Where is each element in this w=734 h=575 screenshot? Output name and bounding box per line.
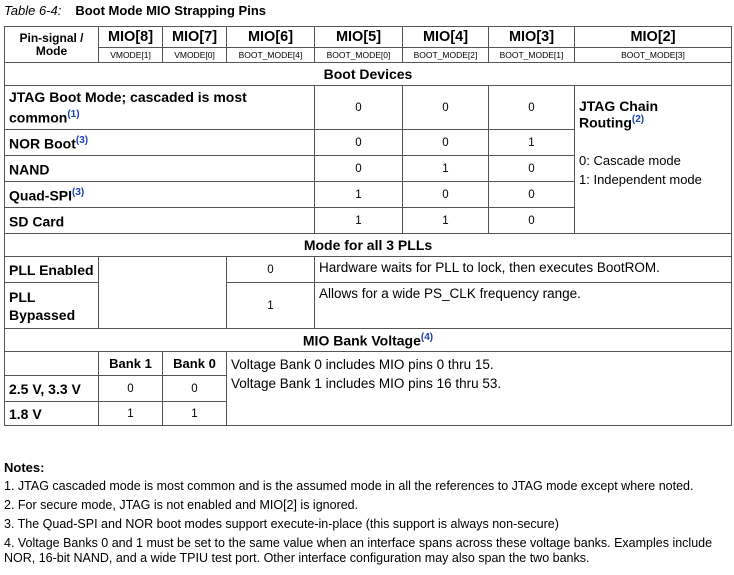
header-signal: BOOT_MODE[0]: [315, 48, 403, 63]
header-signal: BOOT_MODE[4]: [227, 48, 315, 63]
boot-value: 0: [489, 156, 575, 182]
header-mio: MIO[6]: [227, 27, 315, 48]
jtag-option-cascade: 0: Cascade mode: [579, 152, 681, 168]
bank-value: 1: [99, 402, 163, 426]
pll-description: Hardware waits for PLL to lock, then executes BootROM.: [315, 257, 732, 283]
header-mio: MIO[4]: [403, 27, 489, 48]
strapping-table: [4, 26, 732, 426]
bank-row-label: 2.5 V, 3.3 V: [5, 376, 99, 402]
boot-value: 0: [315, 130, 403, 156]
header-mio: MIO[2]: [575, 27, 732, 48]
table-caption: [4, 3, 266, 18]
bank-0-header: Bank 0: [163, 352, 227, 376]
bank-description: Voltage Bank 0 includes MIO pins 0 thru 15. Voltage Bank 1 includes MIO pins 16 thru 53.: [227, 352, 732, 426]
note-item: 3. The Quad-SPI and NOR boot modes support execute-in-place (this support is always non-secure): [4, 517, 559, 531]
note-item: 2. For secure mode, JTAG is not enabled and MIO[2] is ignored.: [4, 498, 359, 512]
header-mio: MIO[3]: [489, 27, 575, 48]
pll-value: 1: [227, 283, 315, 329]
header-signal: BOOT_MODE[3]: [575, 48, 732, 63]
section-boot-devices: Boot Devices: [5, 63, 732, 86]
boot-value: 0: [489, 86, 575, 130]
boot-value: 0: [489, 208, 575, 234]
jtag-chain-routing: JTAG Chain Routing$^{(2)}$ 0: Cascade mode 1: Independent mode: [575, 86, 732, 234]
bank-value: 0: [99, 376, 163, 402]
bank-1-header: Bank 1: [99, 352, 163, 376]
boot-value: 1: [315, 208, 403, 234]
header-mio: MIO[7]: [163, 27, 227, 48]
boot-row-label: Quad-SPI$^{(3)}$: [5, 182, 315, 208]
header-signal: VMODE[1]: [99, 48, 163, 63]
boot-value: 1: [403, 208, 489, 234]
header-pin-signal: Pin-signal / Mode: [5, 27, 99, 63]
pll-row-label: PLL Enabled: [5, 257, 99, 283]
boot-value: 0: [403, 182, 489, 208]
bank-blank-cell: [5, 352, 99, 376]
pll-blank-cell: [99, 257, 227, 329]
boot-value: 0: [315, 86, 403, 130]
section-mio-bank-voltage: MIO Bank Voltage$^{(4)}$: [5, 329, 732, 352]
pll-description: Allows for a wide PS_CLK frequency range.: [315, 283, 732, 329]
header-signal: VMODE[0]: [163, 48, 227, 63]
bank-value: 0: [163, 376, 227, 402]
boot-value: 0: [489, 182, 575, 208]
boot-row-label: JTAG Boot Mode; cascaded is most common$^{(1)}$: [5, 86, 315, 130]
boot-value: 0: [315, 156, 403, 182]
boot-value: 1: [315, 182, 403, 208]
pll-row-label: PLL Bypassed: [5, 283, 99, 329]
boot-row-label: SD Card: [5, 208, 315, 234]
section-pll: Mode for all 3 PLLs: [5, 234, 732, 257]
boot-value: 1: [403, 156, 489, 182]
notes: [4, 460, 732, 570]
header-signal: BOOT_MODE[1]: [489, 48, 575, 63]
boot-row-label: NOR Boot$^{(3)}$: [5, 130, 315, 156]
jtag-option-independent: 1: Independent mode: [579, 171, 702, 187]
note-item: 4. Voltage Banks 0 and 1 must be set to the same value when an interface spans across these voltage banks. Examples include NOR, 16-bit NAND, and a wide TPIU test port. Other interface configuration may also span the two banks.: [4, 536, 713, 565]
bank-row-label: 1.8 V: [5, 402, 99, 426]
caption-title: Boot Mode MIO Strapping Pins: [75, 3, 267, 18]
boot-value: 0: [403, 86, 489, 130]
note-item: 1. JTAG cascaded mode is most common and is the assumed mode in all the references to JTAG mode except where noted.: [4, 479, 694, 493]
boot-value: 0: [403, 130, 489, 156]
header-mio: MIO[8]: [99, 27, 163, 48]
caption-label: Table 6-4:: [4, 3, 62, 18]
header-mio: MIO[5]: [315, 27, 403, 48]
boot-row-label: NAND: [5, 156, 315, 182]
pll-value: 0: [227, 257, 315, 283]
boot-value: 1: [489, 130, 575, 156]
header-signal: BOOT_MODE[2]: [403, 48, 489, 63]
bank-value: 1: [163, 402, 227, 426]
notes-heading: Notes:: [4, 460, 45, 475]
